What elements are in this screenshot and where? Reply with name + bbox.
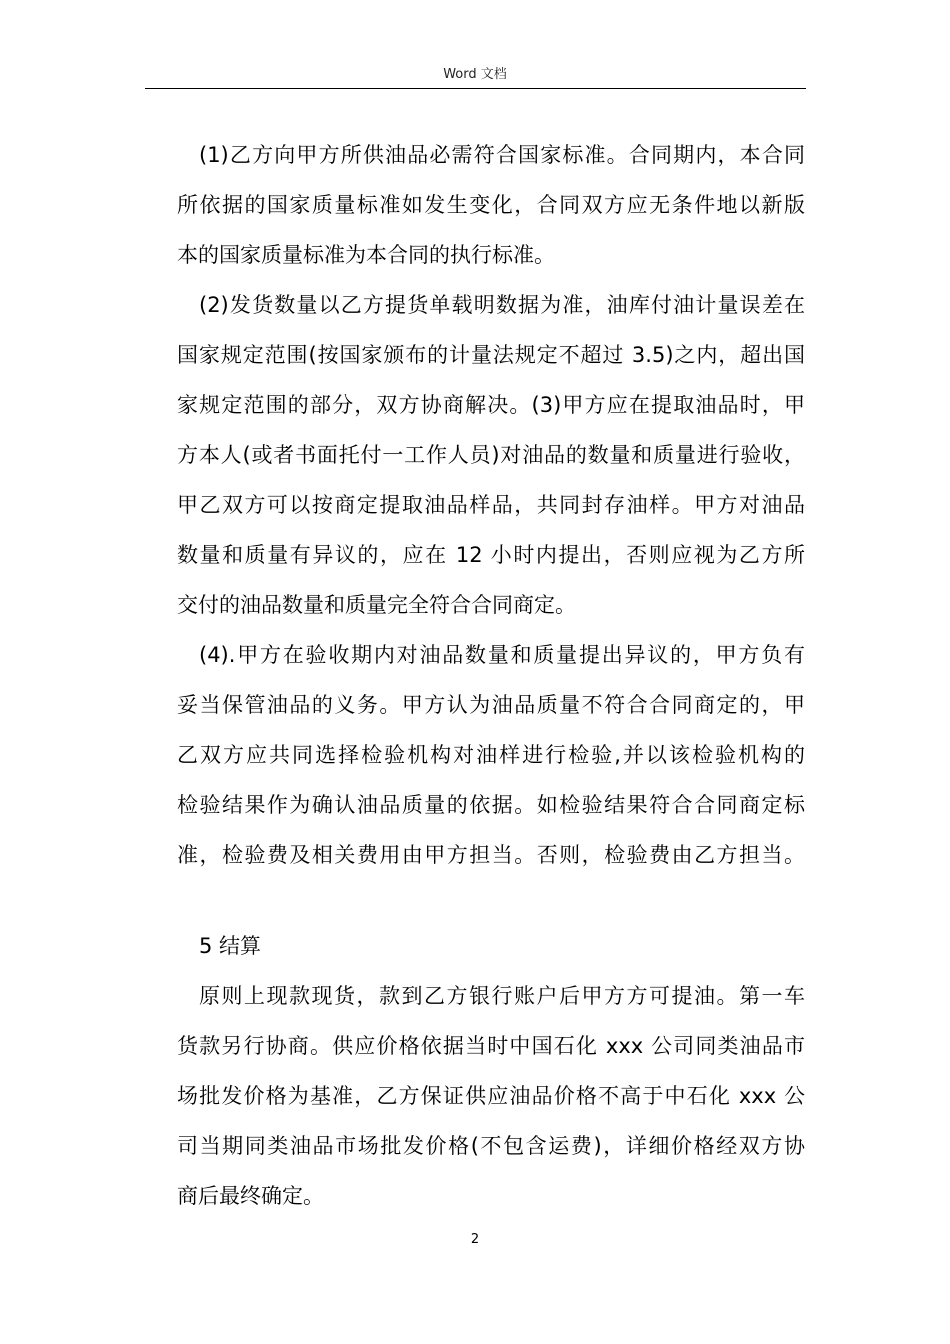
- paragraph-line: 司当期同类油品市场批发价格(不包含运费)，详细价格经双方协: [177, 1134, 805, 1158]
- paragraph-line: (4).甲方在验收期内对油品数量和质量提出异议的，甲方负有: [199, 643, 805, 667]
- paragraph-line: 商后最终确定。: [177, 1184, 324, 1208]
- paragraph-line: 方本人(或者书面托付一工作人员)对油品的数量和质量进行验收，: [177, 443, 805, 467]
- paragraph-line: (2)发货数量以乙方提货单载明数据为准，油库付油计量误差在: [199, 293, 805, 317]
- paragraph-line: 所依据的国家质量标准如发生变化，合同双方应无条件地以新版: [177, 193, 805, 217]
- paragraph-delivery-quantity: [177, 280, 805, 630]
- paragraph-line: 场批发价格为基准，乙方保证供应油品价格不高于中石化 xxx 公: [177, 1084, 805, 1108]
- paragraph-line: (1)乙方向甲方所供油品必需符合国家标准。合同期内，本合同: [199, 143, 805, 167]
- paragraph-line: 家规定范围的部分，双方协商解决。(3)甲方应在提取油品时，甲: [177, 393, 805, 417]
- paragraph-line: 乙双方应共同选择检验机构对油样进行检验,并以该检验机构的: [177, 743, 805, 767]
- paragraph-line: 准，检验费及相关费用由甲方担当。否则，检验费由乙方担当。: [177, 843, 805, 867]
- paragraph-inspection: [177, 630, 805, 880]
- paragraph-settlement: [177, 971, 805, 1221]
- paragraph-line: 本的国家质量标准为本合同的执行标准。: [177, 243, 555, 267]
- document-header: Word 文档: [443, 67, 507, 82]
- header-divider: [145, 88, 806, 89]
- paragraph-line: 交付的油品数量和质量完全符合合同商定。: [177, 593, 576, 617]
- paragraph-line: 数量和质量有异议的，应在 12 小时内提出，否则应视为乙方所: [177, 543, 805, 567]
- section-heading: 5 结算: [199, 934, 262, 958]
- document-body: [177, 130, 805, 1221]
- section-spacer: [177, 880, 805, 921]
- paragraph-quality-standard: [177, 130, 805, 280]
- paragraph-line: 货款另行协商。供应价格依据当时中国石化 xxx 公司同类油品市: [177, 1034, 805, 1058]
- paragraph-line: 国家规定范围(按国家颁布的计量法规定不超过 3.5)之内，超出国: [177, 343, 805, 367]
- paragraph-line: 妥当保管油品的义务。甲方认为油品质量不符合合同商定的，甲: [177, 693, 805, 717]
- paragraph-line: 检验结果作为确认油品质量的依据。如检验结果符合合同商定标: [177, 793, 805, 817]
- paragraph-line: 原则上现款现货，款到乙方银行账户后甲方方可提油。第一车: [199, 984, 805, 1008]
- section-heading-settlement: [177, 921, 805, 971]
- paragraph-line: 甲乙双方可以按商定提取油品样品，共同封存油样。甲方对油品: [177, 493, 805, 517]
- page-number: 2: [470, 1232, 480, 1247]
